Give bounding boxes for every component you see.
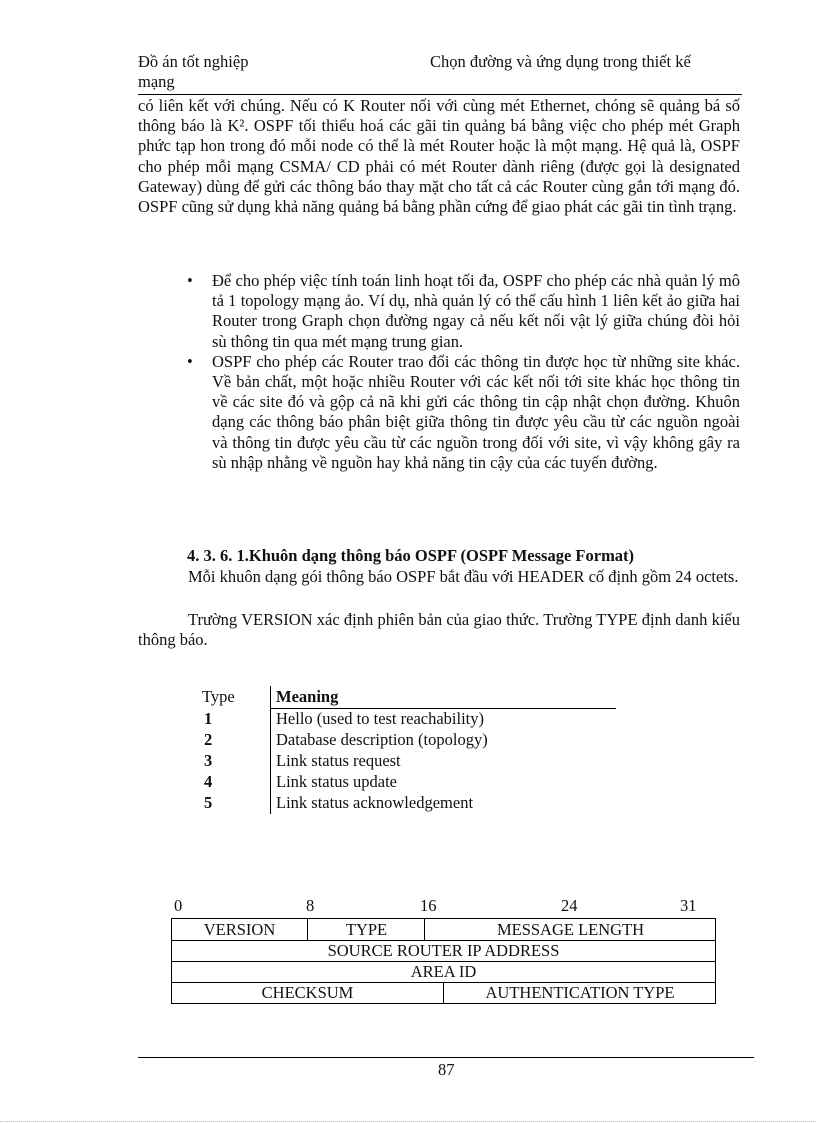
format-row-checksum-auth [171,982,716,1004]
bit-position-31: 31 [680,896,697,915]
ospf-header-format [171,918,716,1006]
bit-position-0: 0 [174,896,183,915]
bit-position-24: 24 [561,896,578,915]
paragraph-version-type: Trường VERSION xác định phiên bản của giao thức. Trường TYPE định danh kiểu thông báo. [138,610,740,650]
type-code: 4 [204,772,213,791]
format-row-source-router [171,940,716,962]
footer-rule [138,1057,754,1058]
type-meaning: Link status update [276,772,397,791]
paragraph-header-info: Mỗi khuôn dạng gói thông báo OSPF bắt đầu với HEADER cố định gồm 24 octets. [188,567,739,586]
field-area-id: AREA ID [410,962,477,981]
header-right: Chọn đường và ứng dụng trong thiết kế [430,52,691,71]
field-source-router-ip: SOURCE ROUTER IP ADDRESS [327,941,560,960]
bullet-item [187,352,740,473]
page-bottom-edge [0,1121,816,1122]
intro-paragraph: có liên kết với chúng. Nếu có K Router nối với cùng mét Ethernet, chóng sẽ quảng bá số thông báo là K². OSPF tối thiểu hoá các gãi tin quảng bá bằng việc cho phép mét Graph phức tạp hon trong đó mỗi node có thể là mét Router hoặc là một mạng. Hệ quả là, OSPF cho phép mỗi mạng CSMA/ CD phải có mét Router dành riêng (được gọi là designated Gateway) dùng để gửi các thông báo thay mặt cho tất cả các Router cùng gắn tới mạng đó. OSPF cũng sử dụng khả năng quảng bá bằng phần cứng để giao phát các gãi tin tình trạng. [138,96,740,217]
header-left-line2: mạng [138,72,175,91]
type-meaning: Hello (used to test reachability) [276,709,485,728]
bullet-item [187,271,740,352]
format-row-area-id [171,961,716,983]
field-checksum: CHECKSUM [261,983,354,1002]
field-type: TYPE [307,919,425,940]
page-number: 87 [438,1060,455,1079]
header-left [138,52,248,92]
type-meaning: Link status request [276,751,401,770]
type-meaning: Link status acknowledgement [276,793,474,812]
bullet-icon: • [187,271,193,290]
bit-position-16: 16 [420,896,437,915]
bullet-text: Để cho phép việc tính toán linh hoạt tối đa, OSPF cho phép các nhà quản lý mô tả 1 topology mạng ảo. Ví dụ, nhà quản lý có thể cấu hình 1 liên kết ảo giữa hai Router trong Graph chọn đường ngay cả nếu kết nối vật lý giữa chúng đòi hỏi sù thông tin qua mét mạng trung gian. [212,271,740,351]
type-code: 1 [204,709,213,728]
bit-position-8: 8 [306,896,315,915]
field-message-length: MESSAGE LENGTH [424,919,716,940]
section-title: 4. 3. 6. 1.Khuôn dạng thông báo OSPF (OSPF Message Format) [187,546,635,565]
table-header-type: Type [202,687,235,706]
header-rule [138,94,742,95]
field-authentication-type: AUTHENTICATION TYPE [443,982,716,1003]
table-header-meaning: Meaning [276,687,339,706]
bullet-text: OSPF cho phép các Router trao đổi các thông tin được học từ những site khác. Về bản chất, một hoặc nhiều Router với các kết nối tới site khác học thông tin về các site đó và gộp cả nã khi gửi các thông tin cập nhật chọn đường. Khuôn dạng các thông báo phân biệt giữa thông tin được yêu cầu từ các nguồn ngoài và thông tin được yêu cầu từ các nguồn trong đối với site, vì vậy không gây ra sù nhập nhằng về nguồn hay khả năng tin cậy của các tuyến đường. [212,351,740,472]
format-row-version-type-length [171,918,716,941]
bullet-icon: • [187,351,193,371]
bullet-list [187,271,740,473]
type-code: 2 [204,730,213,749]
header-left-line1: Đồ án tốt nghiệp [138,52,249,71]
type-code: 5 [204,793,213,812]
field-version: VERSION [203,920,276,939]
table-divider-vertical [270,686,271,814]
type-meaning: Database description (topology) [276,730,488,749]
type-code: 3 [204,751,213,770]
